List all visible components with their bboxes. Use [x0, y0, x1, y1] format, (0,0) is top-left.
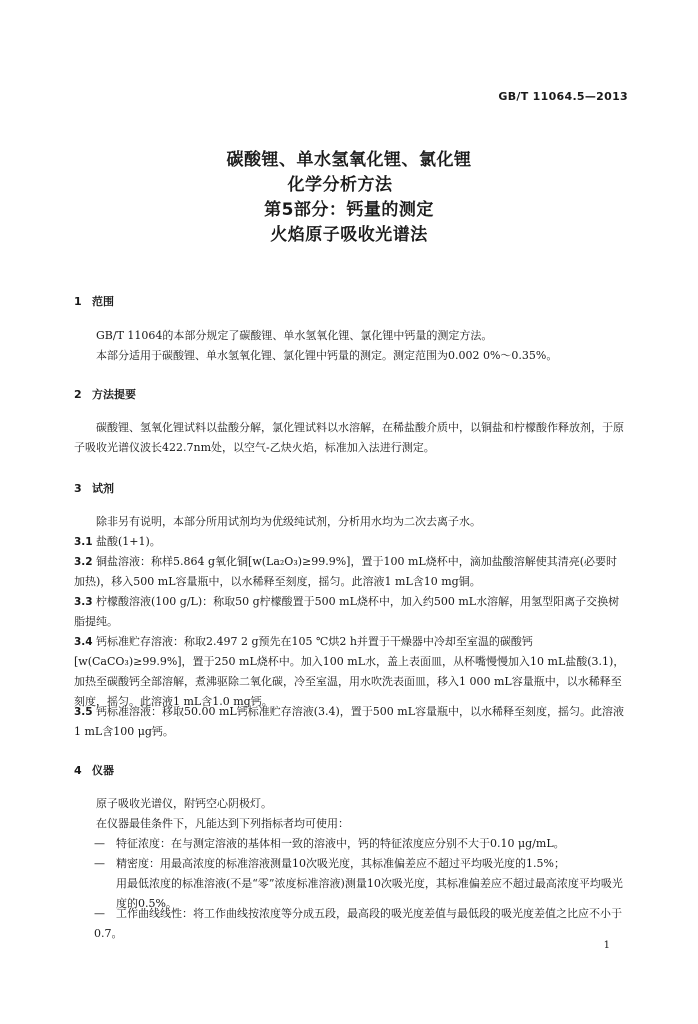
document-title [0, 148, 698, 248]
title-line-3: 第5部分：钙量的测定 [264, 200, 434, 220]
item-text: 柠檬酸溶液(100 g/L)：称取50 g柠檬酸置于500 mL烧杯中，加入约500 mL水溶解，用氢型阳离子交换树脂提纯。 [74, 595, 620, 628]
title-line-2: 化学分析方法 [287, 175, 393, 195]
item-text: 铜盐溶液：称样5.864 g氧化铜[w(La₂O₃)≥99.9%]，置于100 mL烧杯中，滴加盐酸溶解使其清亮(必要时加热)，移入500 mL容量瓶中，以水稀释至刻度，摇匀。此溶液1 mL含10 mg铜。 [74, 555, 617, 588]
section-4-paragraph-1: 原子吸收光谱仪，附钙空心阴极灯。 [96, 797, 272, 810]
page-number: 1 [603, 940, 610, 951]
item-number: 3.2 [74, 556, 93, 568]
section-number: 1 [74, 295, 82, 308]
section-4-paragraph-2: 在仪器最佳条件下，凡能达到下列指标者均可使用： [96, 817, 349, 830]
section-number: 4 [74, 764, 82, 777]
criteria-bullet [94, 904, 626, 944]
item-number: 3.5 [74, 706, 93, 718]
bullet-text: 用最低浓度的标准溶液(不是“零”浓度标准溶液)测量10次吸光度，其标准偏差应不超过最高浓度平均吸光度的0.5%。 [116, 877, 623, 910]
section-number: 2 [74, 388, 82, 401]
bullet-dash: — [94, 907, 105, 920]
criteria-bullet [94, 854, 626, 874]
title-line-1: 碳酸锂、单水氢氧化锂、氯化锂 [226, 150, 472, 170]
standard-number: GB/T 11064.5—2013 [498, 90, 628, 103]
reagent-item [74, 592, 626, 632]
section-title: 试剂 [92, 482, 114, 495]
section-title: 方法提要 [92, 388, 136, 401]
section-1-heading [74, 293, 114, 309]
bullet-text: 特征浓度：在与测定溶液的基体相一致的溶液中，钙的特征浓度应分别不大于0.10 μg/mL。 [116, 837, 565, 850]
bullet-dash: — [94, 857, 105, 870]
bullet-dash: — [94, 837, 105, 850]
title-line-4: 火焰原子吸收光谱法 [270, 225, 428, 245]
section-3-heading [74, 480, 114, 496]
item-number: 3.3 [74, 596, 93, 608]
criteria-bullet [94, 834, 626, 854]
bullet-text: 工作曲线线性：将工作曲线按浓度等分成五段，最高段的吸光度差值与最低段的吸光度差值之比应不小于0.7。 [94, 907, 622, 940]
section-1-paragraph-2: 本部分适用于碳酸锂、单水氢氧化锂、氯化锂中钙量的测定。测定范围为0.002 0%～0.35%。 [96, 349, 558, 362]
reagent-item [74, 532, 626, 552]
item-text: 钙标准贮存溶液：称取2.497 2 g预先在105 ℃烘2 h并置于干燥器中冷却至室温的碳酸钙[w(CaCO₃)≥99.9%]，置于250 mL烧杯中。加入100 mL水，盖上表面皿，从杯嘴慢慢加入10 mL盐酸(3.1)，加热至碳酸钙全部溶解，煮沸驱除二氧化碳，冷至室温，用水吹洗表面皿，移入1 000 mL容量瓶中，以水稀释至刻度，摇匀。此溶液1 mL含1.0 mg钙。 [74, 635, 625, 708]
section-2-heading [74, 386, 136, 402]
section-title: 仪器 [92, 764, 114, 777]
item-text: 钙标准溶液：移取50.00 mL钙标准贮存溶液(3.4)，置于500 mL容量瓶中，以水稀释至刻度，摇匀。此溶液1 mL含100 μg钙。 [74, 705, 625, 738]
reagent-item [74, 702, 626, 742]
section-1-paragraph-1: GB/T 11064的本部分规定了碳酸锂、单水氢氧化锂、氯化锂中钙量的测定方法。 [96, 329, 493, 342]
section-number: 3 [74, 482, 82, 495]
section-4-heading [74, 762, 114, 778]
item-number: 3.4 [74, 636, 93, 648]
reagent-item [74, 632, 626, 712]
section-title: 范围 [92, 295, 114, 308]
bullet-text: 精密度：用最高浓度的标准溶液测量10次吸光度，其标准偏差应不超过平均吸光度的1.5%； [116, 857, 565, 870]
section-3-intro: 除非另有说明，本部分所用试剂均为优级纯试剂，分析用水均为二次去离子水。 [96, 515, 481, 528]
section-2-paragraph: 碳酸锂、氢氧化锂试料以盐酸分解，氯化锂试料以水溶解，在稀盐酸介质中，以铜盐和柠檬酸作释放剂，于原子吸收光谱仪波长422.7nm处，以空气-乙炔火焰，标准加入法进行测定。 [74, 421, 624, 454]
reagent-item [74, 552, 626, 592]
item-text: 盐酸(1+1)。 [96, 535, 161, 548]
item-number: 3.1 [74, 536, 93, 548]
